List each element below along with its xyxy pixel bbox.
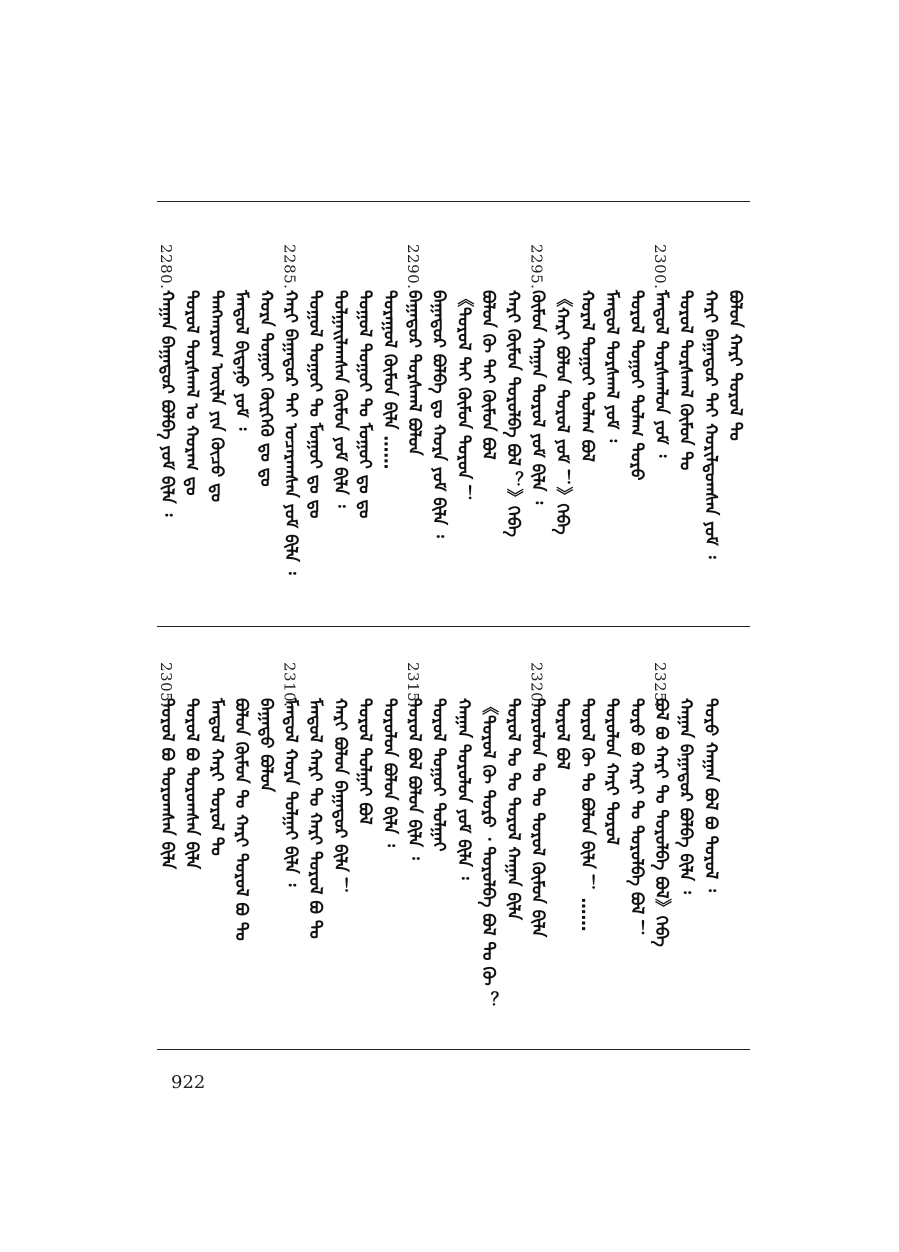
verse-line: ᠪᠤᠯᠤᠨ ᠬᠦᠮᠦᠨ ᠲᠤ ᠬᠠᠷᠢ ᠲᠤᠷᠤᠯ ᠪᠣ ᠲᠤ <box>231 698 252 941</box>
verse-line: 《ᠬᠠᠷᠢ ᠪᠤᠯᠤᠨ ᠲᠤᠷᠤᠯ ᠶᠤᠮ ！》ᠭᠡᠪᠡ <box>552 290 573 535</box>
verse-line: ᠬᠤᠷᠠᠯ ᠳᠤᠭᠤᠢ ᠲᠤᠯᠠᠭ ᠪᠣᠯ <box>576 290 597 462</box>
verse-line: ᠬᠦᠮᠦᠨ ᠬᠠᠭᠠᠨ ᠲᠤᠷᠤᠯ ᠶᠤᠮ ᠪᠢᠯᠡ ᠄ <box>527 290 548 505</box>
verse-line: ᠲᠤᠷᠤᠯ ᠳᠤᠭᠤᠢ ᠲᠤᠯᠠᠭ ᠲᠤᠷᠤ <box>626 290 647 481</box>
verse-line: ᠪᠠᠭᠠᠲᠤᠷ ᠲᠤᠷᠰᠬᠠᠯ ᠪᠤᠯᠤᠨ <box>404 290 424 456</box>
verse-line: ᠮᠠᠨᠳᠤᠯ ᠬᠤᠷᠠ ᠲᠤᠯᠭᠠᠢ ᠪᠢᠯᠡ ᠄ <box>280 698 301 887</box>
verse-line: ᠲᠤᠷᠤᠯᠤᠨ ᠬᠠᠷᠢ ᠲᠤᠷᠤᠯ <box>601 698 622 846</box>
verse-line: ᠮᠠᠨᠳᠤᠯ ᠪᠢᠳᠡᠨᠦ ᠶᠤᠮ ᠄ <box>231 290 252 431</box>
verse-line: ᠲᠤᠷᠤᠯ ᠳᠤᠭᠤᠢ ᠲᠤᠯᠭᠠᠢ <box>428 698 449 852</box>
verse-line: ᠲᠤᠷᠤᠯ ᠪᠣ ᠲᠤᠷᠤᠭᠰᠠᠨ ᠪᠢᠯᠡ <box>181 698 202 870</box>
verse-line: ᠬᠤᠷᠠ ᠳᠤᠭᠤᠢ ᠬᠦᠷᠭᠡᠬᠦ ᠳᠤ ᠳᠤ <box>255 290 276 487</box>
line-number: 2315. <box>404 662 422 708</box>
page-number: 922 <box>171 1072 206 1093</box>
verse-line: ᠬᠠᠭᠠᠨ ᠲᠤᠷᠤᠯᠤᠨ ᠶᠤᠮ ᠪᠢᠯᠡ ᠄ <box>453 698 474 880</box>
verse-line: ᠲᠤᠷᠤᠯ ᠲᠤ ᠲᠤ ᠲᠤᠷᠤᠯ ᠬᠠᠭᠠᠨ ᠪᠢᠯᠡ <box>502 698 523 921</box>
verse-line: ᠲᠤᠷᠤᠯ ᠲᠤᠯᠭᠠᠢ ᠪᠣᠯ <box>354 698 375 825</box>
line-number: 2320. <box>527 662 546 708</box>
verse-line: ᠮᠠᠨᠳᠤᠯ ᠲᠤᠷᠰᠬᠠᠯ ᠶᠤᠮ ᠄ <box>601 290 622 443</box>
line-number: 2300. <box>651 244 669 290</box>
verse-line: ᠮᠠᠨᠳᠤᠯ ᠲᠤᠷᠰᠬᠠᠯᠤᠨ ᠶᠤᠮ ᠄ <box>651 290 671 458</box>
verse-line: 《ᠲᠤᠷᠤᠯ ᠬᠦ ᠲᠤᠷᠤ ᠂ ᠲᠤᠷᠤᠯᠪᠠ ᠪᠣᠯ ᠲᠤ ᠬᠦ ？ <box>478 698 499 1009</box>
verse-line: ᠮᠠᠨᠳᠤᠯ ᠬᠠᠷᠢ ᠲᠤᠷᠤᠯ ᠲᠤ <box>206 698 227 856</box>
verse-line: ᠪᠠᠭᠠᠲᠤ ᠪᠤᠯᠤᠨ <box>255 698 276 792</box>
verse-line: ᠮᠠᠨᠳᠤᠯ ᠬᠠᠷᠢ ᠲᠤ ᠬᠠᠷᠢ ᠲᠤᠷᠤᠯ ᠪᠣ ᠲᠤ <box>305 698 326 939</box>
verse-line: ᠬᠠᠷᠢ ᠬᠦᠮᠦᠨ ᠲᠤᠷᠤᠯᠪᠠ ᠪᠣᠯ ？》ᠭᠡᠪᠡ <box>502 290 523 538</box>
verse-line: ᠪᠤᠯᠤᠨ ᠬᠠᠷᠢ ᠲᠤᠷᠤᠯ ᠲᠤ <box>725 290 746 441</box>
verse-line: ᠬᠠᠷᠢ ᠪᠠᠭᠠᠲᠤᠷ ᠲᠠᠢ ᠤᠴᠠᠷᠠᠭᠰᠠᠨ ᠶᠤᠮ ᠪᠢᠯᠡ ᠄ <box>280 290 301 575</box>
verse-block-bottom <box>157 662 750 1009</box>
verse-line: ᠲᠤᠭᠤᠯ ᠳᠤᠭᠤᠢ ᠲᠤ ᠮᠣᠭᠤᠢ ᠳᠤ ᠳᠤ <box>354 290 375 519</box>
verse-line: 《ᠲᠤᠷᠤᠯ ᠲᠠᠢ ᠬᠦᠮᠦᠨ ᠲᠤᠷᠤᠨ ！ <box>453 290 474 503</box>
line-number: 2310. <box>280 662 299 708</box>
verse-line: ᠲᠤᠷᠤᠯ ᠪᠣᠯ <box>552 698 573 770</box>
bottom-rule <box>157 1049 750 1050</box>
verse-line: ᠲᠤᠷᠤᠯ ᠬᠦ ᠲᠤ ᠪᠤᠯᠤᠨ ᠪᠢᠯᠡ ！ …… <box>576 698 597 932</box>
verse-line: ᠲᠤᠷᠤ ᠪᠣ ᠬᠠᠷᠢ ᠲᠤ ᠲᠤᠷᠤᠯᠪᠠ ᠪᠣᠯ ！ <box>626 698 647 938</box>
verse-line: ᠪᠣᠯᠤᠨ ᠬᠦ ᠲᠠᠢ ᠬᠦᠮᠦᠨ ᠪᠣᠯ <box>478 290 499 460</box>
verse-block-top <box>157 244 750 574</box>
verse-line: ᠪᠣᠯ ᠪᠣ ᠬᠠᠷᠢ ᠲᠤ ᠲᠤᠷᠤᠯᠪᠠ ᠪᠣᠯ》ᠭᠡᠪᠡ <box>651 698 671 947</box>
line-number: 2295. <box>527 244 546 290</box>
verse-line: ᠬᠠᠭᠠᠨ ᠪᠠᠭᠠᠲᠤᠷ ᠪᠣᠯᠪᠠ ᠪᠢᠯᠡ ᠄ <box>675 698 696 894</box>
top-rule <box>157 201 750 202</box>
verse-line: ᠲᠤᠷᠤ ᠬᠠᠭᠠᠨ ᠪᠣᠯ ᠪᠣ ᠲᠤᠷᠤᠯ ᠄ <box>700 698 721 892</box>
verse-line: ᠲᠤᠷᠤᠯᠤᠨ ᠲᠤ ᠲᠤ ᠲᠤᠷᠤᠯ ᠬᠦᠮᠦᠨ ᠪᠢᠯᠡ <box>527 698 548 938</box>
verse-line: ᠲᠤᠷᠤᠯ ᠪᠣᠯ ᠪᠤᠯᠤᠨ ᠪᠢᠯᠡ ᠄ <box>404 698 424 860</box>
verse-line: ᠬᠠᠭᠠᠨ ᠪᠠᠭᠠᠲᠤᠷ ᠪᠣᠯᠪᠠ ᠶᠤᠮ ᠪᠢᠯᠡ ᠄ <box>157 290 177 517</box>
line-number: 2280. <box>157 244 175 290</box>
verse-line: ᠬᠠᠷᠢ ᠪᠤᠯᠤᠨ ᠪᠠᠭᠠᠲᠤᠷ ᠪᠢᠯᠡ ！ <box>329 698 350 895</box>
middle-rule <box>157 626 750 627</box>
line-number: 2285. <box>280 244 299 290</box>
verse-line: ᠲᠤᠷᠠᠭᠤᠯ ᠬᠦᠮᠦᠨ ᠪᠢᠯᠡ …… <box>379 290 400 470</box>
verse-line: ᠲᠠᠩᠬᠠᠷᠤᠭ ᠦᠢᠯᠡ ᠶᠢᠨ ᠬᠦᠴᠦ ᠳᠤ <box>206 290 227 502</box>
verse-line: ᠲᠤᠷᠤᠯᠤᠨ ᠪᠤᠯᠤᠨ ᠪᠢᠯᠡ ᠄ <box>379 698 400 847</box>
line-number: 2325. <box>651 662 669 708</box>
verse-line: ᠬᠠᠷᠢ ᠪᠠᠭᠠᠲᠤᠷ ᠲᠠᠢ ᠬᠤᠷᠢᠯᠳᠤᠭᠰᠠᠨ ᠶᠤᠮ ᠄ <box>700 290 721 559</box>
verse-line: ᠲᠤᠭᠤᠯ ᠳᠤᠭᠤᠢ ᠲᠤ ᠮᠣᠭᠤᠢ ᠳᠤ ᠳᠤ <box>305 290 326 519</box>
line-number: 2290. <box>404 244 422 290</box>
verse-line: ᠪᠠᠭᠠᠲᠤᠷ ᠪᠣᠯᠪᠠ ᠳᠤ ᠬᠤᠷᠠ ᠶᠤᠮ ᠪᠢᠯᠡ ᠄ <box>428 290 449 538</box>
verse-line: ᠲᠤᠷᠤᠯ ᠲᠤᠷᠰᠬᠠᠯ ᠬᠦᠮᠦᠨ ᠲᠤ <box>675 290 696 471</box>
verse-line: ᠲᠤᠷᠤᠯ ᠪᠣ ᠲᠤᠷᠤᠭᠰᠠᠨ ᠪᠢᠯᠡ <box>157 698 177 870</box>
verse-line: ᠲᠤᠯᠭᠠᠢᠯᠠᠭᠰᠠᠨ ᠬᠦᠮᠦᠨ ᠶᠤᠮ ᠪᠢᠯᠡ ᠄ <box>329 290 350 508</box>
line-number: 2305. <box>157 662 175 708</box>
verse-line: ᠲᠤᠷᠤᠯ ᠲᠤᠷᠰᠬᠠᠯ ᠤ ᠬᠤᠷᠠᠭ ᠳᠤ <box>181 290 202 496</box>
